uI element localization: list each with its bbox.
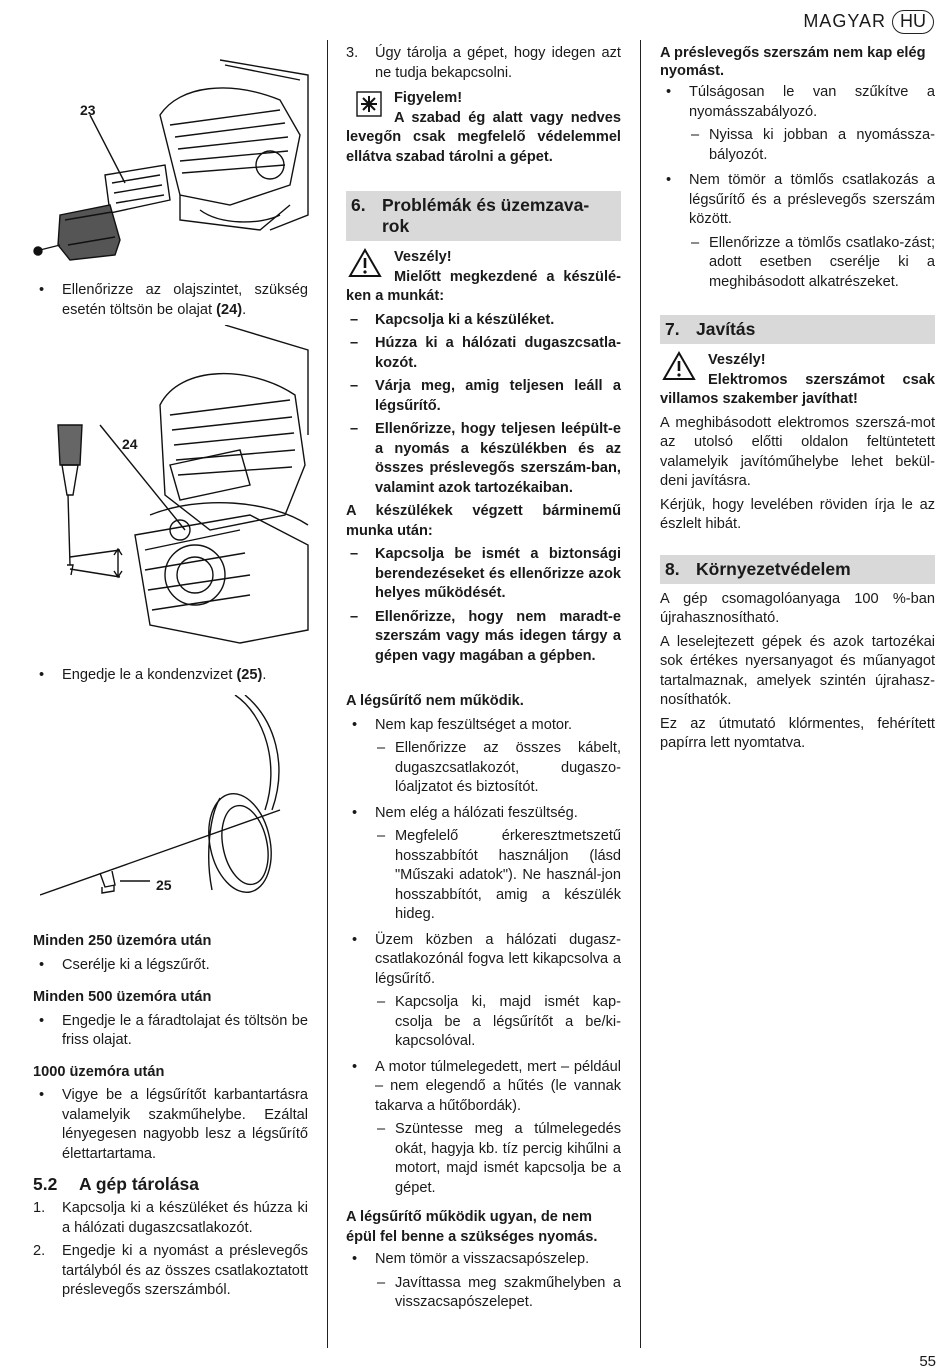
figure-air-filter (30, 55, 310, 265)
caution-icon (356, 91, 382, 117)
oil-check-text: Ellenőrizze az olajszintet, szükség esetén töltsön be olajat (62, 282, 308, 318)
language-header (803, 10, 934, 34)
storage-step-2 (33, 1242, 308, 1301)
figure-label-25: 25 (156, 877, 172, 893)
fix-item: – Nyissa ki jobban a nyomássza-bályozót. (689, 126, 935, 165)
oil-dipstick-illustration (40, 325, 310, 660)
column-2 (346, 44, 621, 1317)
tool-pressure-list (660, 83, 935, 292)
oil-check-end: . (242, 301, 247, 318)
condensate-ref: (25) (236, 667, 263, 683)
warning-triangle-icon (348, 248, 382, 278)
figure-label-23: 23 (80, 102, 96, 118)
column-3 (660, 44, 935, 758)
language-code-badge: HU (892, 10, 934, 34)
figure-oil-level (40, 325, 310, 660)
storage-step-3 (346, 44, 621, 83)
section-7-title: Javítás (696, 319, 756, 339)
every500-item: • Engedje le a fáradtolajat és töltsön be friss olajat. (33, 1012, 308, 1051)
step-text: Kapcsolja ki a készüléket és húzza ki a hálózati dugaszcsatlakozót. (62, 1200, 308, 1236)
section-6-title: Problémák és üzemzava-rok (382, 195, 590, 236)
every500-heading: Minden 500 üzemóra után (33, 989, 212, 1005)
cause-item: • Nem kap feszültséget a motor. (346, 716, 621, 736)
step-number: 2. (33, 1243, 46, 1259)
cause-item: • A motor túlmelegedett, mert – például – nem elegendő a hűtés (le vannak takarva a hűtőbordák). (346, 1058, 621, 1117)
not-working-heading: A légsűrítő nem működik. (346, 693, 524, 709)
repair-paragraph-2: Kérjük, hogy levelében röviden írja le az észlelt hibát. (660, 496, 935, 532)
danger-text: Mielőtt megkezdené a készülé-ken a munkát: (346, 268, 621, 304)
before-item: – Húzza ki a hálózati dugaszcsatla-kozót. (346, 334, 621, 373)
cause-item: • Túlságosan le van szűkítve a nyomásszabályozó. (660, 83, 935, 122)
repair-danger-text: Elektromos szerszámot csak villamos szakember javíthat! (660, 371, 935, 407)
fix-item: – Javíttassa meg szakműhelyben a visszacsapószelepet. (375, 1274, 621, 1313)
column-divider (640, 40, 641, 1348)
h1000-item: • Vigye be a légsűrítőt karbantartásra valamelyik szakműhelybe. Ezáltal lényegesen nagyobb lesz a légsűrítő élettartartama. (33, 1086, 308, 1164)
cause-item: • Nem tömör a visszacsapószelep. (346, 1250, 621, 1270)
condensate-end: . (262, 667, 267, 683)
before-item: – Ellenőrizze, hogy teljesen leépült-e a nyomás a készülékben és az összes préslevegős szerszám-ban, valamint azok tartozékaiban. (346, 420, 621, 498)
not-working-list (346, 716, 621, 1199)
before-work-list (346, 311, 621, 499)
no-pressure-heading: A légsűrítő működik ugyan, de nem épül fel benne a szükséges nyomás. (346, 1209, 598, 1245)
repair-danger-note (660, 351, 935, 410)
air-filter-illustration (30, 55, 310, 265)
after-work-heading: A készülékek végzett bárminemű munka után: (346, 503, 621, 539)
no-pressure-list (346, 1250, 621, 1313)
env-paragraph-3: Ez az útmutató klórmentes, fehérített papírra lett nyomtatva. (660, 715, 935, 751)
condensate-item (33, 666, 308, 690)
language-label: MAGYAR (803, 11, 886, 31)
step-text: Engedje ki a nyomást a préslevegős tartályból és az összes csatlakoztatott préslevegős szerszámból. (62, 1243, 308, 1298)
env-paragraph-2: A leselejtezett gépek és azok tartozékai sok értékes nyersanyagot és műanyagot tartalmaznak, amelyek szintén újrahasz-nosíthatók. (660, 633, 935, 708)
after-item: – Ellenőrizze, hogy nem maradt-e szerszám vagy más idegen tárgy a gépen vagy magában a gépben. (346, 608, 621, 667)
section-6-heading (346, 191, 621, 241)
warning-triangle-icon (662, 351, 696, 381)
attention-text: A szabad ég alatt vagy nedves levegőn csak megfelelő védelemmel ellátva szabad tárolni a gépet. (346, 109, 621, 165)
oil-check-item (33, 281, 308, 324)
section-7-heading (660, 315, 935, 344)
section-6-number: 6. (351, 195, 366, 215)
after-item: – Kapcsolja be ismét a biztonsági berendezéseket és ellenőrizze azok helyes működését. (346, 545, 621, 604)
every250-heading: Minden 250 üzemóra után (33, 933, 212, 949)
environment-text (660, 590, 935, 754)
step-text: Úgy tárolja a gépet, hogy idegen azt ne tudja bekapcsolni. (375, 45, 621, 81)
env-paragraph-1: A gép csomagolóanyaga 100 %-ban újrahasznosítható. (660, 590, 935, 626)
storage-step-1 (33, 1199, 308, 1238)
danger-note (346, 248, 621, 307)
danger-title: Veszély! (394, 249, 452, 265)
fix-item: – Szüntesse meg a túlmelegedés okát, hagyja kb. tíz percig kihűlni a motort, majd ismét kapcsolja be a gépet. (375, 1120, 621, 1198)
section-7-number: 7. (665, 319, 680, 339)
h1000-heading: 1000 üzemóra után (33, 1063, 165, 1080)
repair-danger-title: Veszély! (708, 352, 766, 368)
attention-title: Figyelem! (394, 90, 463, 106)
section-5-2-number: 5.2 (33, 1174, 58, 1194)
condensate-text: Engedje le a kondenzvizet (62, 667, 237, 683)
figure-label-24: 24 (122, 436, 138, 452)
fix-item: – Ellenőrizze az összes kábelt, dugaszcsatlakozót, dugaszo-lóaljzatot és biztosítót. (375, 739, 621, 798)
before-item: – Várja meg, amig teljesen leáll a légsűrítő. (346, 377, 621, 416)
section-8-title: Környezetvédelem (696, 558, 851, 579)
attention-note (346, 89, 621, 167)
section-5-2-title: A gép tárolása (79, 1174, 199, 1194)
oil-check-ref: (24) (216, 301, 243, 318)
column-divider (327, 40, 328, 1348)
cause-item: • Nem tömör a tömlős csatlakozás a légsűrítő és a préslevegős szerszám között. (660, 171, 935, 230)
repair-paragraph-1: A meghibásodott elektromos szerszá-mot az utolsó előtti oldalon feltüntetett valamelyik javítóműhelybe lehet bekül-deni javításra. (660, 414, 935, 489)
before-item: – Kapcsolja ki a készüléket. (346, 311, 621, 331)
maintenance-schedule (33, 932, 308, 1305)
step-number: 1. (33, 1200, 46, 1216)
cause-item: • Nem elég a hálózati feszültség. (346, 804, 621, 824)
cause-item: • Üzem közben a hálózati dugasz-csatlakozónál fogva lett kikapcsolva a légsűrítő. (346, 931, 621, 990)
fix-item: – Megfelelő érkeresztmetszetű hosszabbítót használjon (lásd "Műszaki adatok"). Ne használ-jon hosszabbítót, amig a készülék hideg. (375, 827, 621, 925)
fix-item: – Kapcsolja ki, majd ismét kap-csolja be a légsűrítőt a be/ki-kapcsolóval. (375, 993, 621, 1052)
section-5-2-heading (33, 1173, 308, 1195)
figure-condensate-drain (40, 695, 310, 910)
every250-item: • Cserélje ki a légszűrőt. (33, 956, 308, 976)
drain-valve-illustration (40, 695, 310, 910)
fix-item: – Ellenőrizze a tömlős csatlako-zást; adott esetben cserélje ki a meghibásodott alkatrészeket. (689, 234, 935, 293)
page-number: 55 (919, 1353, 936, 1370)
section-8-number: 8. (665, 558, 680, 579)
section-8-heading (660, 555, 935, 584)
step-number: 3. (346, 45, 359, 61)
tool-pressure-heading: A préslevegős szerszám nem kap elég nyomást. (660, 45, 926, 79)
after-work-list (346, 545, 621, 666)
